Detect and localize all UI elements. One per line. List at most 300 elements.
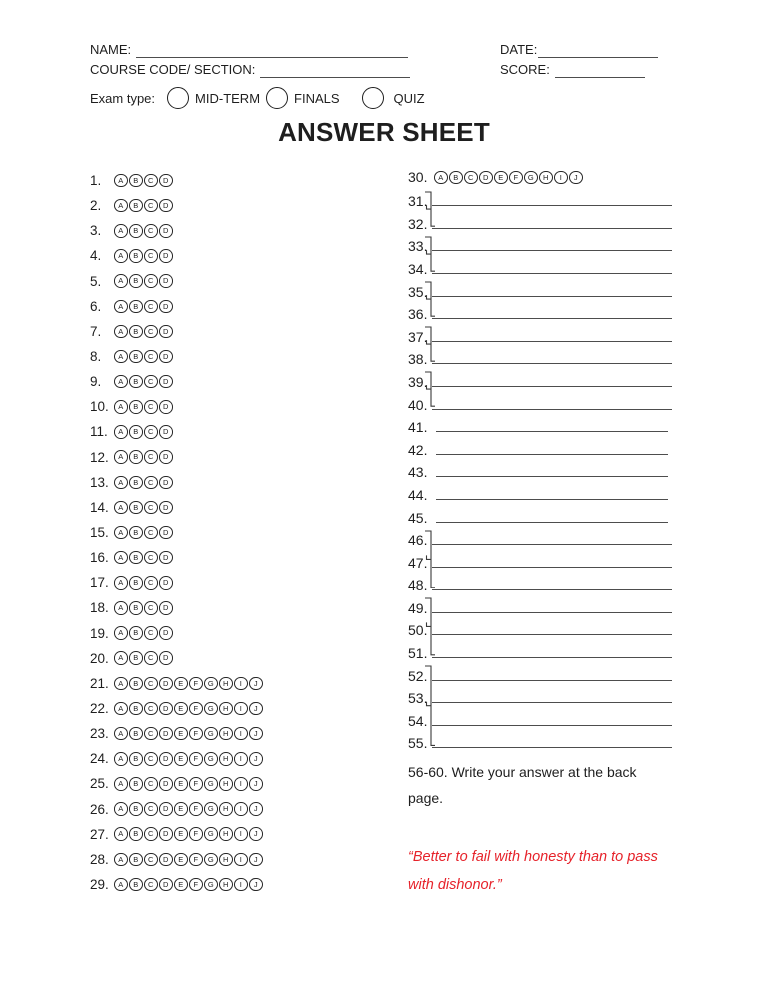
bubble-group bbox=[114, 476, 173, 490]
answer-bubble-e[interactable]: E bbox=[494, 171, 508, 185]
answer-bubble-b[interactable]: B bbox=[129, 677, 143, 691]
answer-bubble-f[interactable]: F bbox=[189, 727, 203, 741]
answer-bubble-b[interactable]: B bbox=[129, 752, 143, 766]
question-number: 40. bbox=[408, 396, 428, 413]
answer-bubble-e[interactable]: E bbox=[174, 853, 188, 867]
answer-bubble-g[interactable]: G bbox=[204, 878, 218, 892]
blank-answer-row bbox=[408, 686, 672, 709]
question-number: 24. bbox=[90, 751, 109, 767]
exam-option-label: QUIZ bbox=[393, 90, 425, 106]
answer-bubble-d[interactable]: D bbox=[159, 425, 173, 439]
answer-bubble-d[interactable]: D bbox=[159, 777, 173, 791]
answer-blank-line[interactable] bbox=[436, 522, 668, 523]
answer-bubble-b[interactable]: B bbox=[129, 425, 143, 439]
answer-bubble-d[interactable]: D bbox=[159, 752, 173, 766]
answer-bubble-d[interactable]: D bbox=[159, 878, 173, 892]
answer-bubble-b[interactable]: B bbox=[129, 174, 143, 188]
question-number: 32. bbox=[408, 215, 428, 232]
question-number: 15. bbox=[90, 525, 109, 541]
answer-blank-line[interactable] bbox=[432, 341, 672, 342]
answer-bubble-b[interactable]: B bbox=[129, 476, 143, 490]
answer-bubble-j[interactable]: J bbox=[249, 727, 263, 741]
group-bracket-icon bbox=[425, 597, 435, 656]
answer-bubble-f[interactable]: F bbox=[189, 752, 203, 766]
question-number: 7. bbox=[90, 323, 102, 339]
question-number: 48. bbox=[408, 577, 428, 594]
answer-bubble-e[interactable]: E bbox=[174, 752, 188, 766]
answer-bubble-c[interactable]: C bbox=[144, 727, 158, 741]
answer-bubble-j[interactable]: J bbox=[569, 171, 583, 185]
answer-bubble-c[interactable]: C bbox=[144, 526, 158, 540]
question-number: 2. bbox=[90, 198, 102, 214]
answer-bubble-c[interactable]: C bbox=[144, 274, 158, 288]
answer-bubble-g[interactable]: G bbox=[204, 853, 218, 867]
answer-bubble-a[interactable]: A bbox=[114, 853, 128, 867]
answer-blank-line[interactable] bbox=[432, 318, 672, 319]
answer-blank-line[interactable] bbox=[436, 431, 668, 432]
honesty-quote: “Better to fail with honesty than to pass with dishonor.” bbox=[408, 849, 658, 894]
answer-bubble-c[interactable]: C bbox=[144, 702, 158, 716]
answer-bubble-d[interactable]: D bbox=[479, 171, 493, 185]
question-number: 33. bbox=[408, 238, 428, 255]
question-row bbox=[90, 168, 263, 193]
answer-bubble-d[interactable]: D bbox=[159, 501, 173, 515]
answer-bubble-g[interactable]: G bbox=[204, 752, 218, 766]
answer-bubble-b[interactable]: B bbox=[129, 777, 143, 791]
answer-bubble-a[interactable]: A bbox=[114, 274, 128, 288]
answer-bubble-c[interactable]: C bbox=[144, 300, 158, 314]
answer-blank-line[interactable] bbox=[432, 725, 672, 726]
answer-bubble-h[interactable]: H bbox=[219, 677, 233, 691]
answer-bubble-c[interactable]: C bbox=[144, 853, 158, 867]
answer-bubble-f[interactable]: F bbox=[189, 802, 203, 816]
answer-bubble-b[interactable]: B bbox=[129, 853, 143, 867]
question-number: 23. bbox=[90, 726, 109, 742]
answer-bubble-g[interactable]: G bbox=[204, 827, 218, 841]
blank-answer-row bbox=[408, 279, 672, 302]
course-code-label: COURSE CODE/ SECTION: bbox=[90, 62, 256, 77]
answer-bubble-j[interactable]: J bbox=[249, 777, 263, 791]
bubble-group bbox=[114, 249, 173, 263]
date-field-row bbox=[500, 38, 658, 58]
answer-bubble-c[interactable]: C bbox=[144, 174, 158, 188]
answer-bubble-g[interactable]: G bbox=[204, 777, 218, 791]
question-row bbox=[90, 746, 263, 771]
answer-bubble-a[interactable]: A bbox=[114, 174, 128, 188]
question-row bbox=[90, 646, 263, 671]
answer-bubble-a[interactable]: A bbox=[114, 249, 128, 263]
question-row bbox=[90, 294, 263, 319]
answer-bubble-d[interactable]: D bbox=[159, 702, 173, 716]
bubble-group bbox=[114, 576, 173, 590]
answer-bubble-h[interactable]: H bbox=[219, 702, 233, 716]
answer-bubble-b[interactable]: B bbox=[129, 375, 143, 389]
answer-blank-line[interactable] bbox=[432, 273, 672, 274]
right-bubble-rows bbox=[408, 166, 672, 189]
bubble-group bbox=[114, 174, 173, 188]
question-number: 28. bbox=[90, 851, 109, 867]
question-number: 43. bbox=[408, 464, 428, 481]
question-number: 16. bbox=[90, 550, 109, 566]
question-row bbox=[90, 369, 263, 394]
question-number: 38. bbox=[408, 351, 428, 368]
answer-bubble-c[interactable]: C bbox=[144, 576, 158, 590]
question-number: 21. bbox=[90, 675, 109, 691]
answer-blank-line[interactable] bbox=[432, 205, 672, 206]
answer-bubble-d[interactable]: D bbox=[159, 827, 173, 841]
answer-bubble-a[interactable]: A bbox=[114, 551, 128, 565]
blank-answer-row bbox=[408, 415, 672, 438]
answer-bubble-f[interactable]: F bbox=[189, 853, 203, 867]
answer-bubble-f[interactable]: F bbox=[189, 702, 203, 716]
answer-bubble-d[interactable]: D bbox=[159, 199, 173, 213]
answer-bubble-f[interactable]: F bbox=[189, 777, 203, 791]
answer-bubble-h[interactable]: H bbox=[219, 802, 233, 816]
answer-bubble-a[interactable]: A bbox=[114, 300, 128, 314]
question-row bbox=[90, 872, 263, 897]
answer-blank-line[interactable] bbox=[432, 634, 672, 635]
answer-blank-line[interactable] bbox=[432, 250, 672, 251]
answer-bubble-b[interactable]: B bbox=[129, 350, 143, 364]
answer-bubble-a[interactable]: A bbox=[114, 626, 128, 640]
answer-bubble-h[interactable]: H bbox=[219, 827, 233, 841]
name-input-line[interactable] bbox=[136, 44, 408, 58]
answer-bubble-d[interactable]: D bbox=[159, 274, 173, 288]
answer-bubble-d[interactable]: D bbox=[159, 224, 173, 238]
question-number: 26. bbox=[90, 801, 109, 817]
group-bracket-icon bbox=[425, 281, 435, 317]
answer-bubble-i[interactable]: I bbox=[234, 702, 248, 716]
blank-answer-group bbox=[408, 482, 672, 505]
answer-bubble-b[interactable]: B bbox=[129, 626, 143, 640]
answer-bubble-j[interactable]: J bbox=[249, 752, 263, 766]
answer-bubble-b[interactable]: B bbox=[129, 802, 143, 816]
answer-bubble-d[interactable]: D bbox=[159, 350, 173, 364]
answer-bubble-d[interactable]: D bbox=[159, 300, 173, 314]
answer-bubble-a[interactable]: A bbox=[114, 325, 128, 339]
question-number: 20. bbox=[90, 650, 109, 666]
question-number: 54. bbox=[408, 712, 428, 729]
answer-bubble-a[interactable]: A bbox=[114, 651, 128, 665]
question-row bbox=[90, 570, 263, 595]
radio-circle-icon[interactable] bbox=[362, 87, 384, 109]
answer-bubble-h[interactable]: H bbox=[219, 777, 233, 791]
answer-bubble-b[interactable]: B bbox=[129, 702, 143, 716]
answer-bubble-a[interactable]: A bbox=[114, 501, 128, 515]
group-bracket-icon bbox=[425, 191, 435, 227]
answer-bubble-f[interactable]: F bbox=[509, 171, 523, 185]
score-input-line[interactable] bbox=[555, 64, 645, 78]
answer-bubble-h[interactable]: H bbox=[219, 727, 233, 741]
answer-bubble-d[interactable]: D bbox=[159, 400, 173, 414]
group-bracket-icon bbox=[425, 371, 435, 407]
bubble-group bbox=[114, 501, 173, 515]
blank-answer-row bbox=[408, 302, 672, 325]
radio-circle-icon[interactable] bbox=[167, 87, 189, 109]
answer-bubble-g[interactable]: G bbox=[204, 802, 218, 816]
answer-bubble-a[interactable]: A bbox=[114, 576, 128, 590]
answer-bubble-c[interactable]: C bbox=[144, 777, 158, 791]
question-number: 49. bbox=[408, 599, 428, 616]
course-code-input-line[interactable] bbox=[260, 64, 410, 78]
answer-bubble-f[interactable]: F bbox=[189, 827, 203, 841]
answer-bubble-a[interactable]: A bbox=[114, 601, 128, 615]
bubble-group bbox=[114, 651, 173, 665]
answer-bubble-j[interactable]: J bbox=[249, 702, 263, 716]
answer-bubble-g[interactable]: G bbox=[204, 702, 218, 716]
answer-bubble-a[interactable]: A bbox=[114, 727, 128, 741]
answer-bubble-a[interactable]: A bbox=[114, 526, 128, 540]
answer-bubble-b[interactable]: B bbox=[129, 576, 143, 590]
answer-blank-line[interactable] bbox=[432, 702, 672, 703]
blank-answer-row bbox=[408, 528, 672, 551]
answer-bubble-c[interactable]: C bbox=[144, 425, 158, 439]
answer-bubble-g[interactable]: G bbox=[204, 727, 218, 741]
answer-bubble-e[interactable]: E bbox=[174, 827, 188, 841]
answer-bubble-c[interactable]: C bbox=[144, 350, 158, 364]
answer-blank-line[interactable] bbox=[432, 363, 672, 364]
answer-bubble-c[interactable]: C bbox=[144, 199, 158, 213]
answer-bubble-c[interactable]: C bbox=[144, 450, 158, 464]
exam-option-mid-term bbox=[167, 87, 260, 109]
answer-bubble-j[interactable]: J bbox=[249, 878, 263, 892]
answer-bubble-c[interactable]: C bbox=[464, 171, 478, 185]
answer-bubble-b[interactable]: B bbox=[129, 199, 143, 213]
answer-bubble-c[interactable]: C bbox=[144, 325, 158, 339]
answer-bubble-e[interactable]: E bbox=[174, 702, 188, 716]
answer-bubble-a[interactable]: A bbox=[114, 425, 128, 439]
answer-bubble-a[interactable]: A bbox=[434, 171, 448, 185]
answer-blank-line[interactable] bbox=[432, 680, 672, 681]
question-number: 39. bbox=[408, 373, 428, 390]
answer-bubble-b[interactable]: B bbox=[129, 224, 143, 238]
question-row bbox=[90, 470, 263, 495]
blank-answer-row bbox=[408, 731, 672, 754]
answer-blank-line[interactable] bbox=[432, 386, 672, 387]
answer-bubble-c[interactable]: C bbox=[144, 601, 158, 615]
answer-bubble-c[interactable]: C bbox=[144, 827, 158, 841]
answer-bubble-i[interactable]: I bbox=[234, 802, 248, 816]
answer-bubble-j[interactable]: J bbox=[249, 827, 263, 841]
answer-bubble-a[interactable]: A bbox=[114, 224, 128, 238]
answer-bubble-c[interactable]: C bbox=[144, 878, 158, 892]
answer-bubble-c[interactable]: C bbox=[144, 802, 158, 816]
answer-bubble-d[interactable]: D bbox=[159, 526, 173, 540]
answer-bubble-d[interactable]: D bbox=[159, 677, 173, 691]
answer-bubble-c[interactable]: C bbox=[144, 551, 158, 565]
answer-bubble-a[interactable]: A bbox=[114, 476, 128, 490]
group-bracket-icon bbox=[425, 530, 435, 589]
answer-bubble-c[interactable]: C bbox=[144, 626, 158, 640]
answer-bubble-i[interactable]: I bbox=[234, 878, 248, 892]
answer-bubble-b[interactable]: B bbox=[449, 171, 463, 185]
bubble-group bbox=[114, 727, 263, 741]
answer-bubble-c[interactable]: C bbox=[144, 752, 158, 766]
answer-blank-line[interactable] bbox=[436, 476, 668, 477]
answer-blank-line[interactable] bbox=[432, 228, 672, 229]
blank-answer-row bbox=[408, 573, 672, 596]
answer-bubble-c[interactable]: C bbox=[144, 476, 158, 490]
answer-blank-line[interactable] bbox=[432, 657, 672, 658]
answer-bubble-d[interactable]: D bbox=[159, 476, 173, 490]
answer-bubble-b[interactable]: B bbox=[129, 300, 143, 314]
answer-bubble-d[interactable]: D bbox=[159, 626, 173, 640]
answer-bubble-e[interactable]: E bbox=[174, 677, 188, 691]
answer-bubble-d[interactable]: D bbox=[159, 853, 173, 867]
answer-blank-line[interactable] bbox=[432, 589, 672, 590]
bubble-group bbox=[114, 274, 173, 288]
bubble-group bbox=[114, 601, 173, 615]
answer-bubble-d[interactable]: D bbox=[159, 576, 173, 590]
answer-bubble-i[interactable]: I bbox=[234, 777, 248, 791]
answer-bubble-b[interactable]: B bbox=[129, 249, 143, 263]
blank-answer-group bbox=[408, 528, 672, 596]
question-number: 25. bbox=[90, 776, 109, 792]
answer-bubble-i[interactable]: I bbox=[234, 752, 248, 766]
answer-bubble-b[interactable]: B bbox=[129, 651, 143, 665]
question-number: 37. bbox=[408, 328, 428, 345]
answer-bubble-a[interactable]: A bbox=[114, 777, 128, 791]
answer-bubble-a[interactable]: A bbox=[114, 450, 128, 464]
blank-answer-row bbox=[408, 369, 672, 392]
date-input-line[interactable] bbox=[538, 44, 658, 58]
answer-bubble-c[interactable]: C bbox=[144, 501, 158, 515]
answer-bubble-d[interactable]: D bbox=[159, 551, 173, 565]
question-number: 44. bbox=[408, 486, 428, 503]
answer-bubble-c[interactable]: C bbox=[144, 651, 158, 665]
question-number: 29. bbox=[90, 877, 109, 892]
question-number: 12. bbox=[90, 449, 109, 465]
answer-bubble-b[interactable]: B bbox=[129, 400, 143, 414]
answer-bubble-i[interactable]: I bbox=[234, 827, 248, 841]
answer-bubble-a[interactable]: A bbox=[114, 199, 128, 213]
answer-bubble-d[interactable]: D bbox=[159, 325, 173, 339]
answer-bubble-h[interactable]: H bbox=[219, 752, 233, 766]
date-label: DATE: bbox=[500, 42, 538, 57]
answer-bubble-a[interactable]: A bbox=[114, 375, 128, 389]
answer-blank-line[interactable] bbox=[432, 544, 672, 545]
answer-bubble-i[interactable]: I bbox=[234, 677, 248, 691]
answer-bubble-e[interactable]: E bbox=[174, 777, 188, 791]
answer-bubble-g[interactable]: G bbox=[204, 677, 218, 691]
answer-bubble-j[interactable]: J bbox=[249, 853, 263, 867]
blank-answer-group bbox=[408, 189, 672, 234]
answer-bubble-f[interactable]: F bbox=[189, 878, 203, 892]
group-bracket-icon bbox=[425, 326, 435, 362]
answer-bubble-d[interactable]: D bbox=[159, 601, 173, 615]
answer-bubble-h[interactable]: H bbox=[219, 853, 233, 867]
answer-bubble-d[interactable]: D bbox=[159, 727, 173, 741]
answer-bubble-d[interactable]: D bbox=[159, 249, 173, 263]
answer-bubble-b[interactable]: B bbox=[129, 878, 143, 892]
blank-answer-group bbox=[408, 234, 672, 279]
answer-blank-line[interactable] bbox=[432, 567, 672, 568]
answer-bubble-b[interactable]: B bbox=[129, 526, 143, 540]
answer-blank-line[interactable] bbox=[432, 747, 672, 748]
answer-bubble-a[interactable]: A bbox=[114, 400, 128, 414]
question-number: 55. bbox=[408, 735, 428, 752]
answer-bubble-c[interactable]: C bbox=[144, 677, 158, 691]
question-row bbox=[90, 218, 263, 243]
answer-blank-line[interactable] bbox=[436, 454, 668, 455]
answer-bubble-h[interactable]: H bbox=[219, 878, 233, 892]
answer-blank-line[interactable] bbox=[432, 409, 672, 410]
answer-bubble-h[interactable]: H bbox=[539, 171, 553, 185]
answer-bubble-a[interactable]: A bbox=[114, 878, 128, 892]
answer-bubble-b[interactable]: B bbox=[129, 325, 143, 339]
question-number: 36. bbox=[408, 306, 428, 323]
answer-bubble-a[interactable]: A bbox=[114, 702, 128, 716]
answer-bubble-b[interactable]: B bbox=[129, 450, 143, 464]
bubble-group bbox=[114, 777, 263, 791]
answer-bubble-c[interactable]: C bbox=[144, 249, 158, 263]
question-number: 6. bbox=[90, 298, 102, 314]
answer-bubble-d[interactable]: D bbox=[159, 450, 173, 464]
answer-blank-line[interactable] bbox=[432, 612, 672, 613]
answer-bubble-a[interactable]: A bbox=[114, 827, 128, 841]
question-number: 51. bbox=[408, 645, 428, 662]
answer-bubble-d[interactable]: D bbox=[159, 802, 173, 816]
answer-bubble-d[interactable]: D bbox=[159, 174, 173, 188]
answer-bubble-i[interactable]: I bbox=[234, 853, 248, 867]
answer-bubble-a[interactable]: A bbox=[114, 802, 128, 816]
answer-bubble-e[interactable]: E bbox=[174, 878, 188, 892]
answer-blank-line[interactable] bbox=[436, 499, 668, 500]
answer-bubble-g[interactable]: G bbox=[524, 171, 538, 185]
answer-blank-line[interactable] bbox=[432, 296, 672, 297]
question-number: 27. bbox=[90, 826, 109, 842]
answer-bubble-d[interactable]: D bbox=[159, 375, 173, 389]
answer-bubble-e[interactable]: E bbox=[174, 727, 188, 741]
answer-bubble-j[interactable]: J bbox=[249, 677, 263, 691]
answer-bubble-j[interactable]: J bbox=[249, 802, 263, 816]
answer-bubble-b[interactable]: B bbox=[129, 827, 143, 841]
answer-bubble-b[interactable]: B bbox=[129, 601, 143, 615]
answer-bubble-i[interactable]: I bbox=[234, 727, 248, 741]
answer-bubble-c[interactable]: C bbox=[144, 224, 158, 238]
blank-answer-group bbox=[408, 415, 672, 438]
answer-bubble-d[interactable]: D bbox=[159, 651, 173, 665]
blank-answer-group bbox=[408, 460, 672, 483]
question-row bbox=[90, 797, 263, 822]
blank-answer-row bbox=[408, 460, 672, 483]
question-row bbox=[90, 193, 263, 218]
answer-bubble-c[interactable]: C bbox=[144, 375, 158, 389]
question-row bbox=[90, 394, 263, 419]
question-number: 10. bbox=[90, 399, 109, 415]
answer-bubble-b[interactable]: B bbox=[129, 274, 143, 288]
question-number: 19. bbox=[90, 625, 109, 641]
blank-answer-group bbox=[408, 505, 672, 528]
answer-bubble-a[interactable]: A bbox=[114, 752, 128, 766]
question-row bbox=[90, 243, 263, 268]
blank-answer-row bbox=[408, 550, 672, 573]
answer-bubble-c[interactable]: C bbox=[144, 400, 158, 414]
answer-bubble-b[interactable]: B bbox=[129, 727, 143, 741]
answer-bubble-b[interactable]: B bbox=[129, 551, 143, 565]
answer-bubble-a[interactable]: A bbox=[114, 350, 128, 364]
question-number: 34. bbox=[408, 260, 428, 277]
answer-bubble-e[interactable]: E bbox=[174, 802, 188, 816]
question-number: 8. bbox=[90, 349, 102, 365]
question-number: 50. bbox=[408, 622, 428, 639]
answer-bubble-b[interactable]: B bbox=[129, 501, 143, 515]
answer-bubble-f[interactable]: F bbox=[189, 677, 203, 691]
answer-bubble-i[interactable]: I bbox=[554, 171, 568, 185]
answer-bubble-a[interactable]: A bbox=[114, 677, 128, 691]
radio-circle-icon[interactable] bbox=[266, 87, 288, 109]
blank-answer-row bbox=[408, 234, 672, 257]
